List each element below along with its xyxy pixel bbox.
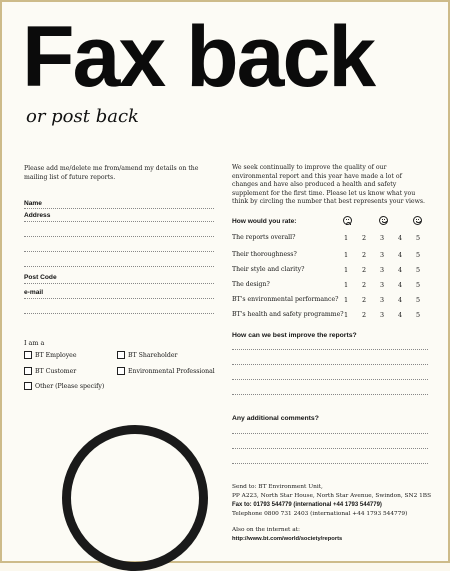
- other-option[interactable]: [24, 382, 104, 390]
- rating-heading: How would you rate:: [232, 218, 297, 225]
- telephone-number: Telephone 0800 731 2403 (international +44 1793 544779): [232, 511, 408, 517]
- bt-shareholder-checkbox[interactable]: [117, 351, 125, 359]
- comments-field-line-1[interactable]: [232, 433, 428, 434]
- send-to-line: Send to: BT Environment Unit,: [232, 484, 323, 490]
- sad-face-icon: [343, 216, 352, 225]
- rating-option-2[interactable]: 2: [361, 296, 367, 304]
- rating-option-3[interactable]: 3: [379, 251, 385, 259]
- rating-option-4[interactable]: 4: [397, 296, 403, 304]
- rating-option-1[interactable]: 1: [343, 281, 349, 289]
- env-professional-checkbox[interactable]: [117, 367, 125, 375]
- rating-option-4[interactable]: 4: [397, 234, 403, 242]
- internet-label: Also on the internet at:: [232, 527, 300, 533]
- improve-field-line-3[interactable]: [232, 379, 428, 380]
- rating-option-5[interactable]: 5: [415, 266, 421, 274]
- decorative-circle: [62, 425, 208, 571]
- rating-row-label: BT's environmental performance?: [232, 296, 339, 303]
- address-field-line-1[interactable]: [24, 221, 214, 222]
- rating-row-label: Their thoroughness?: [232, 251, 297, 258]
- bt-shareholder-label: BT Shareholder: [128, 351, 178, 359]
- feedback-intro: We seek continually to improve the quality of our environmental report and this year have made a lot of changes and have also produced a health and safety supplement for the first time. Please let us know what you think by circling the number that best represents your views.: [232, 164, 426, 206]
- bt-customer-label: BT Customer: [35, 367, 77, 375]
- env-professional-option[interactable]: [117, 367, 215, 375]
- rating-option-4[interactable]: 4: [397, 311, 403, 319]
- rating-row-label: BT's health and safety programme?: [232, 311, 344, 318]
- bt-employee-option[interactable]: [24, 351, 77, 359]
- comments-field-line-3[interactable]: [232, 463, 428, 464]
- email-field[interactable]: [24, 298, 214, 299]
- bt-employee-label: BT Employee: [35, 351, 77, 359]
- email-label: e-mail: [24, 289, 44, 296]
- improve-field-line-1[interactable]: [232, 349, 428, 350]
- page-title: Fax back: [22, 9, 375, 105]
- rating-row-label: Their style and clarity?: [232, 266, 305, 273]
- rating-option-1[interactable]: 1: [343, 296, 349, 304]
- rating-option-5[interactable]: 5: [415, 311, 421, 319]
- bt-employee-checkbox[interactable]: [24, 351, 32, 359]
- comments-field-line-2[interactable]: [232, 448, 428, 449]
- happy-face-icon: [413, 216, 422, 225]
- postcode-label: Post Code: [24, 274, 57, 281]
- rating-option-2[interactable]: 2: [361, 266, 367, 274]
- bt-customer-option[interactable]: [24, 367, 76, 375]
- name-label: Name: [24, 200, 42, 207]
- rating-option-5[interactable]: 5: [415, 251, 421, 259]
- rating-option-2[interactable]: 2: [361, 311, 367, 319]
- rating-option-1[interactable]: 1: [343, 251, 349, 259]
- rating-option-2[interactable]: 2: [361, 251, 367, 259]
- rating-option-3[interactable]: 3: [379, 281, 385, 289]
- rating-option-1[interactable]: 1: [343, 234, 349, 242]
- name-field[interactable]: [24, 208, 214, 209]
- rating-option-2[interactable]: 2: [361, 281, 367, 289]
- email-field-line-2[interactable]: [24, 313, 214, 314]
- address-field-line-4[interactable]: [24, 266, 214, 267]
- rating-option-1[interactable]: 1: [343, 311, 349, 319]
- rating-option-3[interactable]: 3: [379, 311, 385, 319]
- rating-row-label: The reports overall?: [232, 234, 296, 241]
- rating-row-label: The design?: [232, 281, 270, 288]
- improve-heading: How can we best improve the reports?: [232, 332, 357, 339]
- i-am-a-label: I am a: [24, 339, 45, 347]
- postcode-field[interactable]: [24, 283, 214, 284]
- address-field-line-3[interactable]: [24, 251, 214, 252]
- postal-address: PP A223, North Star House, North Star Avenue, Swindon, SN2 1BS: [232, 493, 432, 499]
- rating-option-1[interactable]: 1: [343, 266, 349, 274]
- rating-option-4[interactable]: 4: [397, 266, 403, 274]
- rating-option-4[interactable]: 4: [397, 281, 403, 289]
- address-label: Address: [24, 212, 51, 219]
- rating-option-5[interactable]: 5: [415, 234, 421, 242]
- bt-customer-checkbox[interactable]: [24, 367, 32, 375]
- env-professional-label: Environmental Professional: [128, 367, 215, 375]
- bt-shareholder-option[interactable]: [117, 351, 177, 359]
- comments-heading: Any additional comments?: [232, 415, 319, 422]
- fax-number: Fax to: 01793 544779 (international +44 1793 544779): [232, 502, 382, 508]
- rating-option-5[interactable]: 5: [415, 296, 421, 304]
- rating-option-4[interactable]: 4: [397, 251, 403, 259]
- rating-option-5[interactable]: 5: [415, 281, 421, 289]
- other-checkbox[interactable]: [24, 382, 32, 390]
- rating-option-3[interactable]: 3: [379, 266, 385, 274]
- other-label: Other (Please specify): [35, 382, 105, 390]
- rating-option-2[interactable]: 2: [361, 234, 367, 242]
- mailing-list-intro: Please add me/delete me from/amend my details on the mailing list of future reports.: [24, 165, 199, 181]
- improve-field-line-2[interactable]: [232, 364, 428, 365]
- rating-option-3[interactable]: 3: [379, 234, 385, 242]
- address-field-line-2[interactable]: [24, 236, 214, 237]
- improve-field-line-4[interactable]: [232, 394, 428, 395]
- smiley-face-icon: [379, 216, 388, 225]
- website-link[interactable]: http://www.bt.com/world/society/reports: [232, 536, 343, 542]
- rating-option-3[interactable]: 3: [379, 296, 385, 304]
- page-subtitle: or post back: [26, 106, 139, 127]
